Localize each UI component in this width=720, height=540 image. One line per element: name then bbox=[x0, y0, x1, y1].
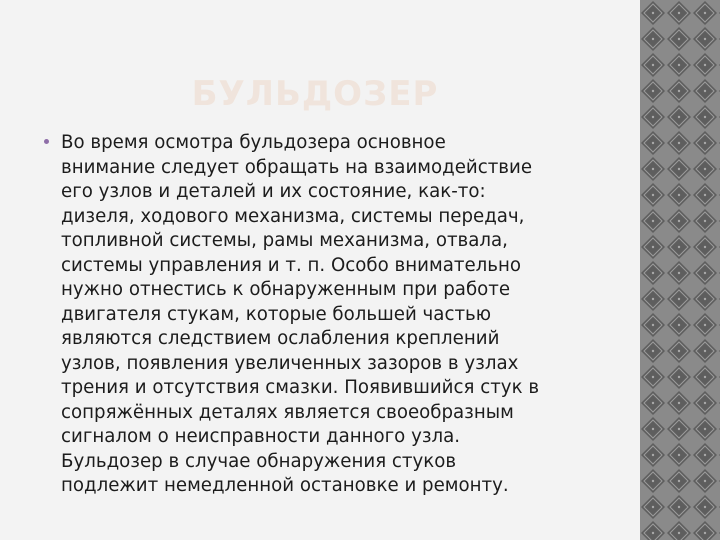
bullet-dot-icon bbox=[44, 139, 49, 144]
bullet-list bbox=[44, 131, 604, 499]
diamond-pattern-icon bbox=[640, 0, 720, 540]
decorative-pattern-panel bbox=[640, 0, 720, 540]
bullet-text: Во время осмотра бульдозера основное внимание следует обращать на взаимодействие его узлов и деталей и их состояние, как-то: дизеля, ходового механизма, системы передач, топливной системы, рамы механизма, отвала, системы управления и т. п. Особо внимательно нужно отнестись к обнаруженным при работе двигателя стукам, которые большей частью являются следствием ослабления креплений узлов, появления увеличенных зазоров в узлах трения и отсутствия смазки. Появившийся стук в сопряжённых деталях является своеобразным сигналом о неисправности данного узла. Бульдозер в случае обнаружения стуков подлежит немедленной остановке и ремонту. bbox=[61, 132, 540, 496]
slide-title: БУЛЬДОЗЕР bbox=[191, 74, 439, 114]
